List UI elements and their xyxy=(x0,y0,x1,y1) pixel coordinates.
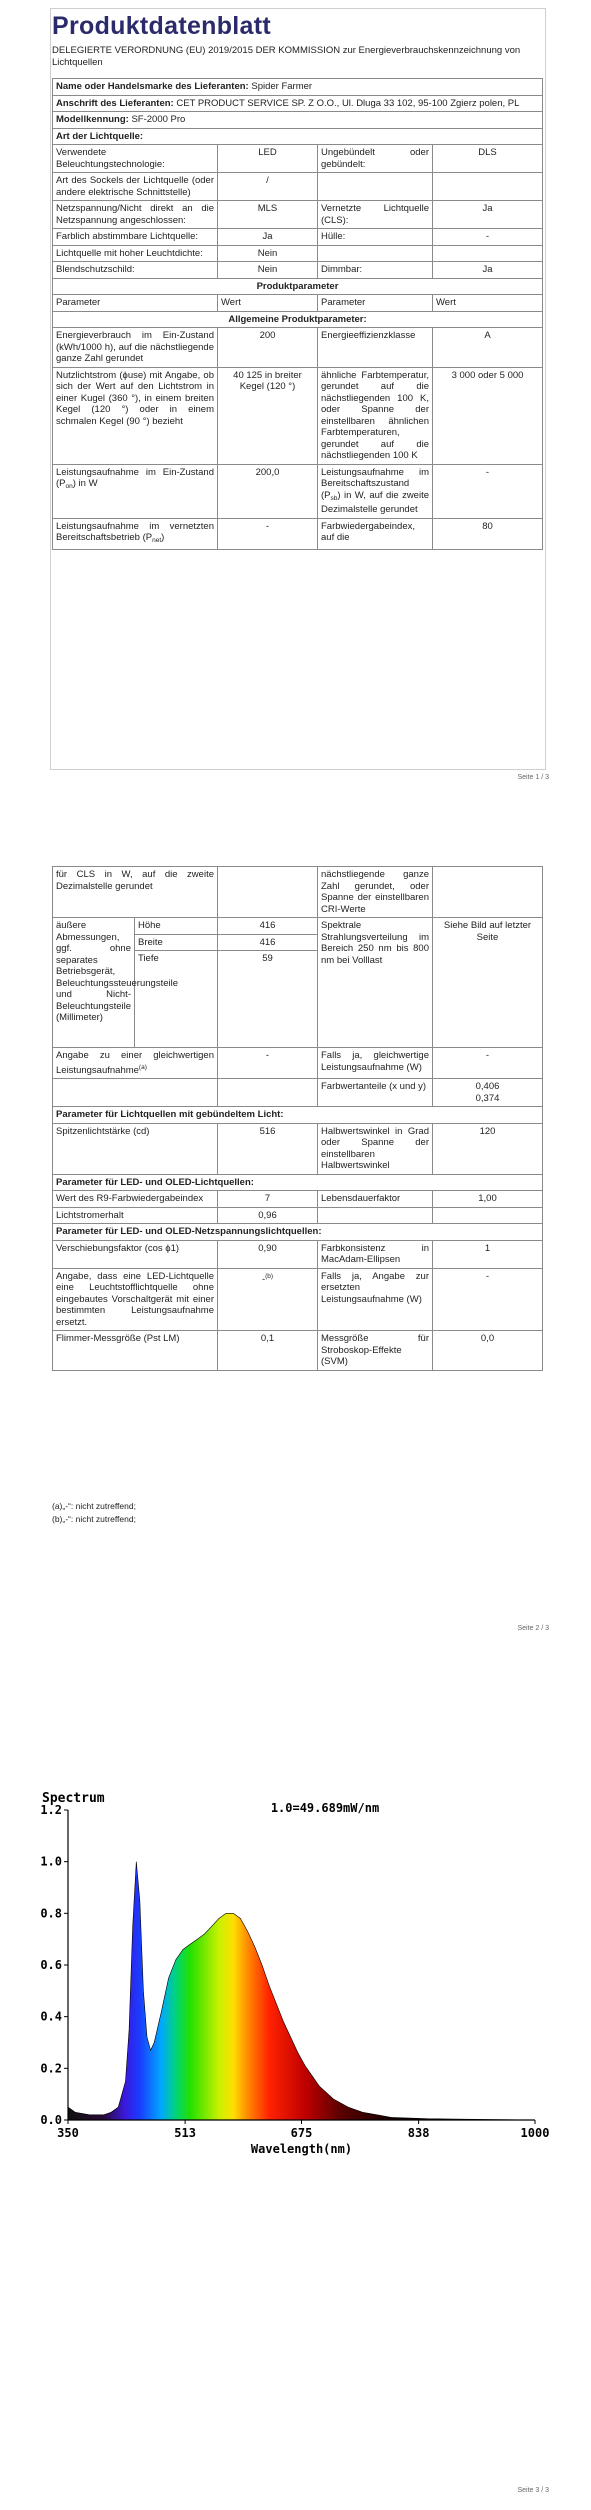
document-title: Produktdatenblatt xyxy=(52,12,271,40)
y-tick-label: 0.4 xyxy=(40,2009,62,2024)
equiv-value: - xyxy=(218,1048,318,1079)
supplier-address-row: Anschrift des Lieferanten: CET PRODUCT SERVICE SP. Z O.O., Ul. Dluga 33 102, 95-100 Zgierz polen, PL xyxy=(53,95,543,112)
cct-value: 3 000 oder 5 000 xyxy=(433,367,543,464)
page-number: Seite 2 / 3 xyxy=(517,1625,549,1632)
datasheet-table-page-2 xyxy=(52,866,543,1371)
footnote-a: (a)„-“: nicht zutreffend; xyxy=(52,1501,136,1511)
table-row: für CLS in W, auf die zweite Dezimalstelle gerundet nächstliegende ganze Zahl gerundet, oder Spanne der einstellbaren CRI-Werte xyxy=(53,867,543,918)
beam-angle-value: 120 xyxy=(433,1123,543,1174)
table-row: Blendschutzschild: Nein Dimmbar: Ja xyxy=(53,262,543,279)
macadam-value: 1 xyxy=(433,1240,543,1268)
table-row: Angabe zu einer gleichwertigen Leistungsaufnahme$^{(a)}$ - Falls ja, gleichwertige Leistungsaufnahme (W) - xyxy=(53,1048,543,1079)
x-axis-label: Wavelength(nm) xyxy=(250,2142,353,2156)
x-tick-label: 838 xyxy=(407,2126,430,2140)
chromaticity-values: 0,406 0,374 xyxy=(433,1079,543,1107)
supplier-address: CET PRODUCT SERVICE SP. Z O.O., Ul. Dluga 33 102, 95-100 Zgierz polen, PL xyxy=(176,97,520,109)
section-led: Parameter für LED- und OLED-Lichtquellen: xyxy=(53,1174,543,1191)
spectrum-area xyxy=(68,1862,535,2120)
section-product-params: Produktparameter xyxy=(53,278,543,295)
power-factor-value: 0,90 xyxy=(218,1240,318,1268)
x-tick-label: 513 xyxy=(174,2126,196,2140)
flux-value: 40 125 in breiter Kegel (120 °) xyxy=(218,367,318,464)
survival-value: 1,00 xyxy=(433,1191,543,1208)
table-row: Nutzlichtstrom (ϕuse) mit Angabe, ob sich der Wert auf den Lichtstrom in einer Kugel (360 °), in einem breiten Kegel (120 °) oder in einem schmalen Kegel (90 °) bezieht 40 125 in breiter Kegel (120 °) ähnliche Farbtemperatur, gerundet auf die nächstliegenden 100 K, oder Spanne der einstellbaren ähnlichen Farbtemperaturen, gerundet auf die nächstliegenden 100 K 3 000 oder 5 000 xyxy=(53,367,543,464)
light-type-heading: Art der Lichtquelle: xyxy=(53,128,543,145)
model-row: Modellkennung: SF-2000 Pro xyxy=(53,112,543,129)
table-row: Tiefe 59 xyxy=(53,951,543,1048)
y-tick-label: 0.8 xyxy=(40,1906,62,1921)
table-row: Spitzenlichtstärke (cd) 516 Halbwertswinkel in Grad oder Spanne der einstellbaren Halbwertswinkel 120 xyxy=(53,1123,543,1174)
net-standby-value: - xyxy=(218,518,318,549)
chart-title: Spectrum xyxy=(42,1791,105,1806)
x-tick-label: 350 xyxy=(57,2126,79,2140)
table-row: Art des Sockels der Lichtquelle (oder andere elektrische Schnittstelle) / xyxy=(53,173,543,201)
replace-power-value: - xyxy=(433,1268,543,1331)
table-row: Leistungsaufnahme im Ein-Zustand $(P_{on})$ in W 200,0 Leistungsaufnahme im Bereitschaftszustand $(P_{sb})$ in W, auf die zweite Dezimalstelle gerundet - xyxy=(53,464,543,518)
x-tick-label: 1000 xyxy=(520,2126,550,2140)
replace-value: -$^{(b)}$ xyxy=(218,1268,318,1331)
page-number: Seite 1 / 3 xyxy=(517,774,549,781)
table-row: Breite 416 xyxy=(53,934,543,951)
column-header-row: Parameter Wert Parameter Wert xyxy=(53,295,543,312)
page-3 xyxy=(0,1735,591,2510)
table-row: Verschiebungsfaktor (cos ϕ1) 0,90 Farbkonsistenz in MacAdam-Ellipsen 1 xyxy=(53,1240,543,1268)
datasheet-table-page-1 xyxy=(52,78,543,550)
light-type-rows xyxy=(53,145,543,279)
energy-use-value: 200 xyxy=(218,328,318,368)
table-row: Lichtquelle mit hoher Leuchtdichte: Nein xyxy=(53,245,543,262)
table-row: Flimmer-Messgröße (Pst LM) 0,1 Messgröße für Stroboskop-Effekte (SVM) 0,0 xyxy=(53,1331,543,1371)
lumen-maintenance-value: 0,96 xyxy=(218,1207,318,1224)
table-row: Lichtstromerhalt 0,96 xyxy=(53,1207,543,1224)
section-general-params: Allgemeine Produktparameter: xyxy=(53,311,543,328)
y-tick-label: 0.6 xyxy=(40,1958,62,1972)
standby-value: - xyxy=(433,464,543,518)
table-row: Leistungsaufnahme im vernetzten Bereitschaftsbetrieb $(P_{net})$ - Farbwiedergabeindex, auf die 80 xyxy=(53,518,543,549)
y-tick-label: 1.2 xyxy=(40,1803,62,1817)
page-2 xyxy=(0,860,591,1660)
spectral-value: Siehe Bild auf letzter Seite xyxy=(433,918,543,1048)
svm-value: 0,0 xyxy=(433,1331,543,1371)
table-row: Verwendete Beleuchtungstechnologie: LED Ungebündelt oder gebündelt: DLS xyxy=(53,145,543,173)
table-row: Farblich abstimmbare Lichtquelle: Ja Hülle: - xyxy=(53,229,543,246)
depth-value: 59 xyxy=(218,951,318,1048)
page-number: Seite 3 / 3 xyxy=(517,2487,549,2494)
equiv-power-value: - xyxy=(433,1048,543,1079)
table-row: Farbwertanteile (x und y) 0,406 0,374 xyxy=(53,1079,543,1107)
table-row: äußere Abmessungen, ggf. ohne separates Betriebsgerät, Beleuchtungssteuerungsteile und Nicht-Beleuchtungsteile (Millimeter) Höhe 416 Spektrale Strahlungsverteilung im Bereich 250 nm bis 800 nm bei Volllast Siehe Bild auf letzter Seite xyxy=(53,918,543,935)
height-value: 416 xyxy=(218,918,318,935)
peak-intensity-value: 516 xyxy=(218,1123,318,1174)
r9-value: 7 xyxy=(218,1191,318,1208)
footnotes xyxy=(52,1500,136,1526)
width-value: 416 xyxy=(218,934,318,951)
section-mains: Parameter für LED- und OLED-Netzspannungslichtquellen: xyxy=(53,1224,543,1241)
page-1 xyxy=(0,0,591,790)
footnote-b: (b)„-“: nicht zutreffend; xyxy=(52,1514,136,1524)
y-tick-label: 0.0 xyxy=(40,2113,62,2127)
table-row: Netzspannung/Nicht direkt an die Netzspannung angeschlossen: MLS Vernetzte Lichtquelle (CLS): Ja xyxy=(53,201,543,229)
y-tick-label: 0.2 xyxy=(40,2061,62,2076)
table-row: Wert des R9-Farbwiedergabeindex 7 Lebensdauerfaktor 1,00 xyxy=(53,1191,543,1208)
table-row: Angabe, dass eine LED-Lichtquelle eine Leuchtstofflichtquelle ohne eingebautes Vorschaltgerät mit einer bestimmten Leistungsaufnahme ersetzt. -$^{(b)}$ Falls ja, Angabe zur ersetzten Leistungsaufnahme (W) - xyxy=(53,1268,543,1331)
power-on-value: 200,0 xyxy=(218,464,318,518)
regulation-text: DELEGIERTE VERORDNUNG (EU) 2019/2015 DER KOMMISSION zur Energieverbrauchskennzeichnung von Lichtquellen xyxy=(52,45,521,68)
chart-annotation: 1.0=49.689mW/nm xyxy=(270,1801,380,1815)
model-id: SF-2000 Pro xyxy=(131,114,186,125)
x-tick-label: 675 xyxy=(290,2126,313,2140)
supplier-name-row: Name oder Handelsmarke des Lieferanten: Spider Farmer xyxy=(53,79,543,96)
y-tick-label: 1.0 xyxy=(40,1854,62,1869)
spectrum-chart xyxy=(40,1790,550,2170)
table-row: Energieverbrauch im Ein-Zustand (kWh/1000 h), auf die nächstliegende ganze Zahl gerundet 200 Energieeffizienzklasse A xyxy=(53,328,543,368)
section-directional: Parameter für Lichtquellen mit gebündeltem Licht: xyxy=(53,1107,543,1124)
flicker-value: 0,1 xyxy=(218,1331,318,1371)
supplier-name: Spider Farmer xyxy=(251,81,313,92)
dimensions-label: äußere Abmessungen, ggf. ohne separates Betriebsgerät, Beleuchtungssteuerungsteile und Nicht-Beleuchtungsteile (Millimeter) xyxy=(53,918,135,1048)
cri-value: 80 xyxy=(433,518,543,549)
energy-class-value: A xyxy=(433,328,543,368)
